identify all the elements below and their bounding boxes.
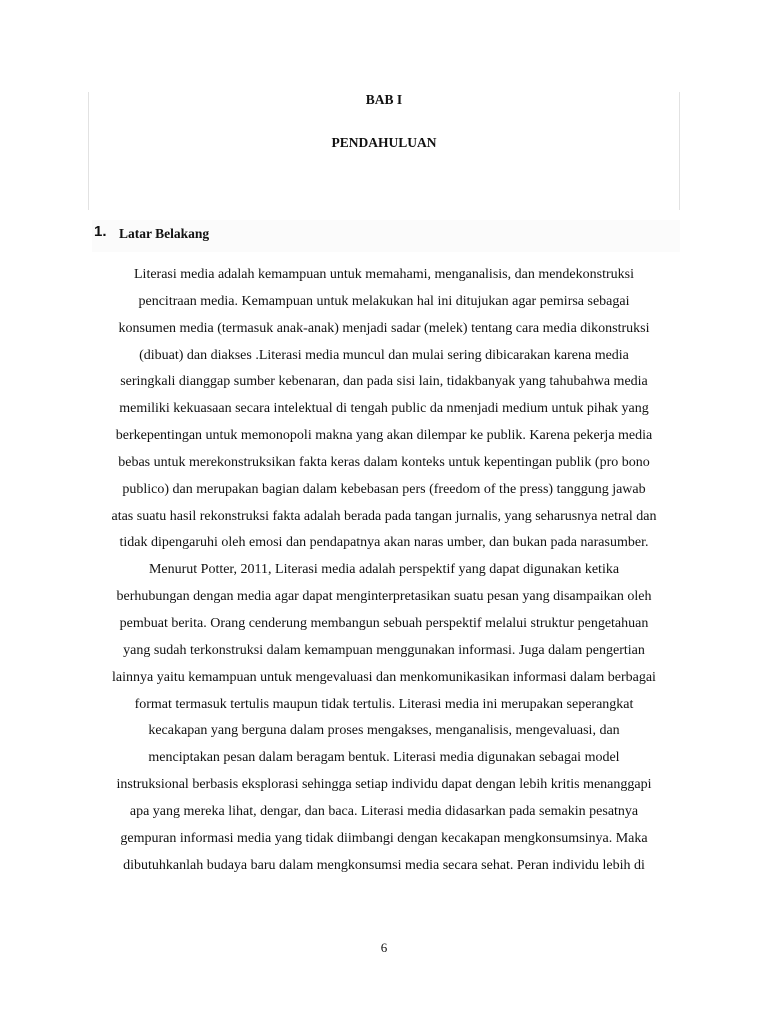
body-line: gempuran informasi media yang tidak diimbangi dengan kecakapan mengkonsumsinya. Maka (120, 830, 648, 846)
body-line: menciptakan pesan dalam beragam bentuk. Literasi media digunakan sebagai model (148, 750, 620, 766)
body-line: berkepentingan untuk memonopoli makna yang akan dilempar ke publik. Karena pekerja media (115, 428, 653, 444)
body-line: pembuat berita. Orang cenderung membangun sebuah perspektif melalui struktur pengetahuan (119, 615, 649, 631)
body-line: format termasuk tertulis maupun tidak tertulis. Literasi media ini merupakan seperangkat (134, 696, 634, 712)
section-number: 1. (94, 223, 107, 240)
chapter-header (88, 92, 680, 210)
body-line: dibutuhkanlah budaya baru dalam mengkonsumsi media secara sehat. Peran individu lebih di (123, 857, 645, 873)
body-line: pencitraan media. Kemampuan untuk melakukan hal ini ditujukan agar pemirsa sebagai (138, 293, 630, 309)
section-title: Latar Belakang (119, 226, 210, 241)
body-line: yang sudah terkonstruksi dalam kemampuan menggunakan informasi. Juga dalam pengertian (123, 642, 645, 658)
body-line: lainnya yaitu kemampuan untuk mengevaluasi dan menkomunikasikan informasi dalam berbagai (112, 669, 656, 685)
body-line: (dibuat) dan diakses .Literasi media muncul dan mulai sering dibicarakan karena media (139, 347, 629, 363)
body-line: bebas untuk merekonstruksikan fakta keras dalam konteks untuk kepentingan publik (pro bono (118, 454, 650, 470)
body-line: Literasi media adalah kemampuan untuk memahami, menganalisis, dan mendekonstruksi (134, 267, 634, 282)
body-line: konsumen media (termasuk anak-anak) menjadi sadar (melek) tentang cara media dikonstruksi (118, 320, 650, 336)
body-line: kecakapan yang berguna dalam proses mengakses, menganalisis, mengevaluasi, dan (148, 723, 620, 739)
chapter-subtitle: PENDAHULUAN (331, 135, 437, 150)
body-paragraphs (60, 262, 708, 879)
body-line: Menurut Potter, 2011, Literasi media adalah perspektif yang dapat digunakan ketika (148, 562, 620, 578)
body-line: apa yang mereka lihat, dengar, dan baca. Literasi media didasarkan pada semakin pesatnya (129, 803, 639, 819)
body-line: berhubungan dengan media agar dapat menginterpretasikan suatu pesan yang disampaikan oleh (116, 589, 652, 605)
page-number: 6 (380, 940, 388, 955)
body-line: publico) dan merupakan bagian dalam kebebasan pers (freedom of the press) tanggung jawab (122, 481, 646, 497)
body-line: memiliki kekuasaan secara intelektual di tengah public da nmenjadi medium untuk pihak yang (119, 401, 649, 417)
body-line: instruksional berbasis eksplorasi sehingga setiap individu dapat dengan lebih kritis menanggapi (116, 777, 652, 793)
body-line: seringkali dianggap sumber kebenaran, dan pada sisi lain, tidakbanyak yang tahubahwa media (120, 374, 648, 390)
section-heading (92, 220, 680, 252)
body-line: tidak dipengaruhi oleh emosi dan pendapatnya akan naras umber, dan bukan pada narasumber. (119, 535, 649, 551)
chapter-title: BAB I (365, 92, 403, 107)
body-line: atas suatu hasil rekonstruksi fakta adalah berada pada tangan jurnalis, yang seharusnya netral dan (111, 508, 657, 524)
